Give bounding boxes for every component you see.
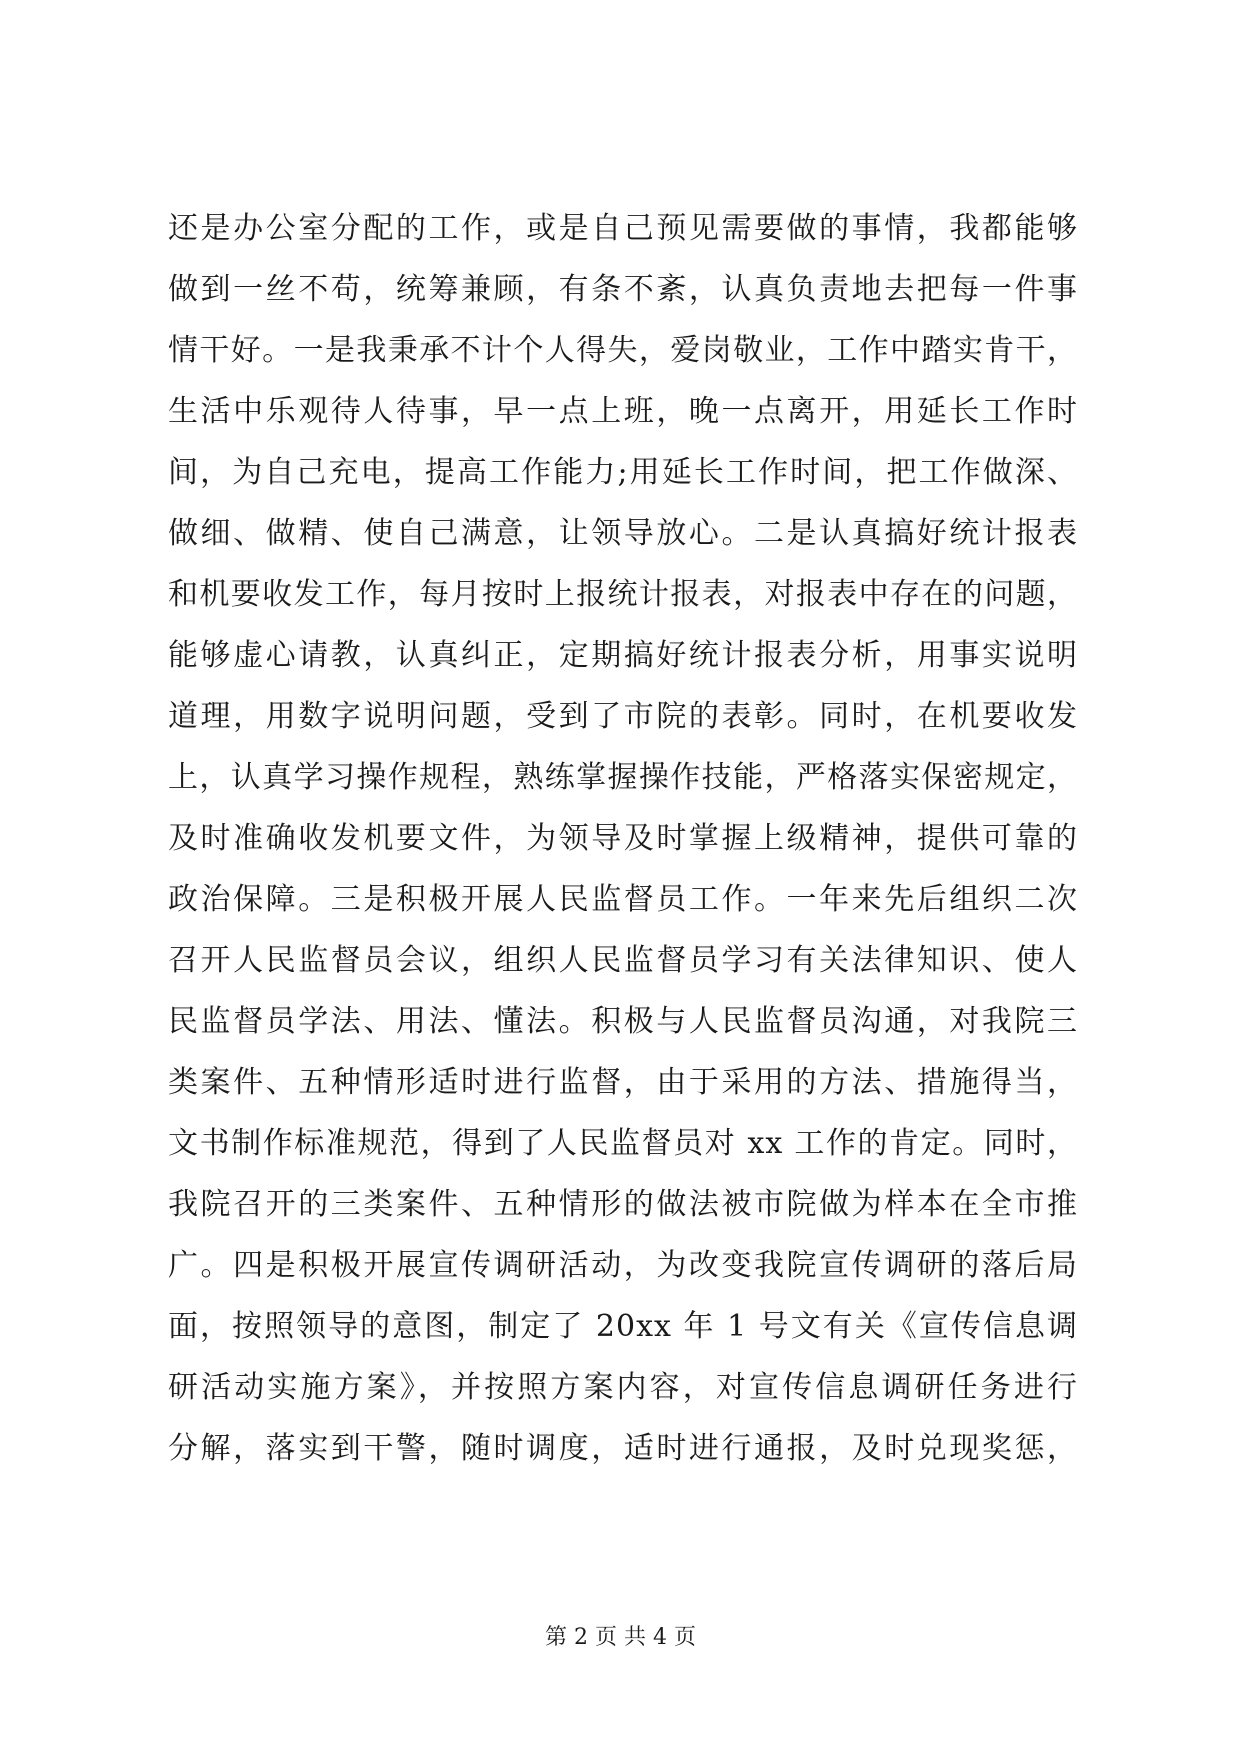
- text-line: 民监督员学法、用法、懂法。积极与人民监督员沟通，对我院三: [168, 1004, 1078, 1039]
- text-line: 分解，落实到干警，随时调度，适时进行通报，及时兑现奖惩，: [168, 1431, 1078, 1466]
- text-line: 广。四是积极开展宣传调研活动，为改变我院宣传调研的落后局: [168, 1248, 1078, 1283]
- text-line: 情干好。一是我秉承不计个人得失，爱岗敬业，工作中踏实肯干，: [168, 333, 1078, 368]
- text-line: 生活中乐观待人待事，早一点上班，晚一点离开，用延长工作时: [168, 394, 1078, 429]
- page-footer: [0, 1623, 1241, 1653]
- body-text: [168, 211, 1078, 1479]
- text-line: 政治保障。三是积极开展人民监督员工作。一年来先后组织二次: [168, 882, 1078, 917]
- text-line: 我院召开的三类案件、五种情形的做法被市院做为样本在全市推: [168, 1187, 1078, 1222]
- text-line: 文书制作标准规范，得到了人民监督员对 xx 工作的肯定。同时，: [168, 1126, 1078, 1161]
- text-line: 还是办公室分配的工作，或是自己预见需要做的事情，我都能够: [168, 211, 1078, 246]
- text-line: 召开人民监督员会议，组织人民监督员学习有关法律知识、使人: [168, 943, 1078, 978]
- text-line: 研活动实施方案》，并按照方案内容，对宣传信息调研任务进行: [168, 1370, 1078, 1405]
- text-line: 上，认真学习操作规程，熟练掌握操作技能，严格落实保密规定，: [168, 760, 1078, 795]
- page-number-label: 第 2 页 共 4 页: [545, 1625, 696, 1650]
- text-line: 做细、做精、使自己满意，让领导放心。二是认真搞好统计报表: [168, 516, 1078, 551]
- text-line: 类案件、五种情形适时进行监督，由于采用的方法、措施得当，: [168, 1065, 1078, 1100]
- text-line: 及时准确收发机要文件，为领导及时掌握上级精神，提供可靠的: [168, 821, 1078, 856]
- text-line: 能够虚心请教，认真纠正，定期搞好统计报表分析，用事实说明: [168, 638, 1078, 673]
- text-line: 道理，用数字说明问题，受到了市院的表彰。同时，在机要收发: [168, 699, 1078, 734]
- text-line: 面，按照领导的意图，制定了 20xx 年 1 号文有关《宣传信息调: [168, 1309, 1078, 1344]
- text-line: 做到一丝不苟，统筹兼顾，有条不紊，认真负责地去把每一件事: [168, 272, 1078, 307]
- text-line: 和机要收发工作，每月按时上报统计报表，对报表中存在的问题，: [168, 577, 1078, 612]
- text-line: 间，为自己充电，提高工作能力;用延长工作时间，把工作做深、: [168, 455, 1078, 490]
